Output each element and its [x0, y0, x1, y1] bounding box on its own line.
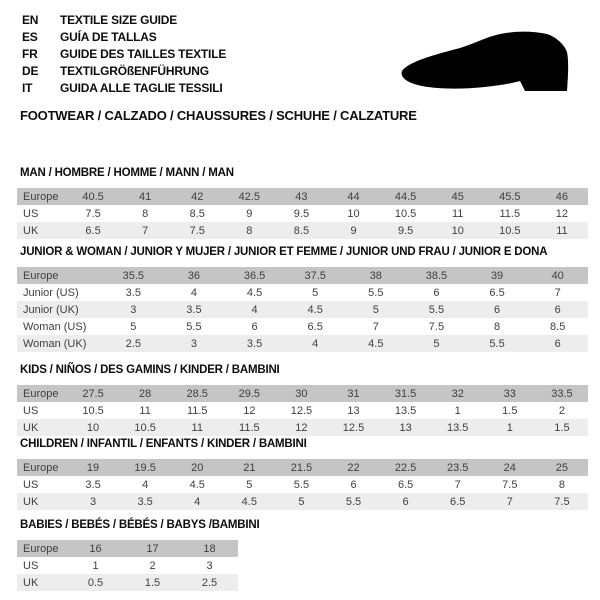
- size-value: 10.5: [499, 224, 521, 237]
- size-value: 6: [494, 303, 501, 316]
- size-value: 3.5: [137, 495, 153, 508]
- size-value: 10.5: [82, 404, 104, 417]
- size-value: 3: [206, 559, 213, 572]
- size-value: 7: [506, 495, 513, 508]
- size-value: 7: [372, 320, 379, 333]
- language-list: [22, 12, 226, 97]
- row-label: Woman (UK): [23, 337, 87, 350]
- language-row: [22, 46, 226, 63]
- size-value: 5: [312, 286, 319, 299]
- row-label: Junior (UK): [23, 303, 79, 316]
- size-row-europe: [17, 385, 588, 402]
- size-value: 10.5: [394, 207, 417, 220]
- language-row: [22, 29, 226, 46]
- size-value: 2: [558, 404, 565, 417]
- size-value: 45: [451, 190, 464, 203]
- size-value: 3: [130, 303, 137, 316]
- size-value: 11: [139, 404, 151, 417]
- language-title: TEXTILE SIZE GUIDE: [60, 13, 178, 27]
- section-title: CHILDREN / INFANTIL / ENFANTS / KINDER / BAMBINI: [20, 438, 307, 450]
- size-value: 4: [251, 303, 258, 316]
- size-value: 30: [295, 387, 308, 400]
- size-value: 23.5: [446, 461, 469, 474]
- category-heading: FOOTWEAR / CALZADO / CHAUSSURES / SCHUHE / CALZATURE: [20, 108, 417, 123]
- language-code: IT: [22, 81, 33, 95]
- size-value: 43: [295, 190, 308, 203]
- language-row: [22, 63, 226, 80]
- size-value: 4.5: [189, 478, 205, 491]
- size-value: 10: [347, 207, 360, 220]
- size-value: 6.5: [307, 320, 323, 333]
- size-row-us: [17, 476, 588, 493]
- size-value: 4.5: [368, 337, 384, 350]
- size-value: 37.5: [304, 269, 326, 282]
- size-row-europe: [17, 188, 588, 205]
- size-table-section: [17, 245, 588, 352]
- section-title: MAN / HOMBRE / HOMME / MANN / MAN: [20, 167, 234, 179]
- size-value: 1: [454, 404, 461, 417]
- size-value: 41: [139, 190, 152, 203]
- size-row-woman-us-: [17, 318, 588, 335]
- size-value: 25: [555, 461, 569, 474]
- section-title: BABIES / BEBÉS / BÉBÉS / BABYS /BAMBINI: [20, 519, 260, 531]
- size-value: 42.5: [238, 190, 261, 203]
- size-value: 20: [191, 461, 204, 474]
- size-value: 4: [312, 337, 319, 350]
- size-value: 10.5: [134, 421, 156, 434]
- size-value: 36: [187, 269, 201, 282]
- size-value: 38: [369, 269, 382, 282]
- row-label: Junior (US): [23, 286, 79, 299]
- size-value: 4: [190, 286, 197, 299]
- size-table-section: [17, 166, 588, 239]
- section-title: JUNIOR & WOMAN / JUNIOR Y MUJER / JUNIOR ET FEMME / JUNIOR UND FRAU / JUNIOR E DONA: [20, 246, 548, 258]
- size-value: 5: [298, 495, 305, 508]
- size-table: [17, 540, 238, 591]
- size-table-section: [17, 437, 588, 510]
- language-row: [22, 80, 226, 97]
- language-row: [22, 12, 226, 29]
- size-row-uk: [17, 493, 588, 510]
- size-value: 3: [89, 495, 97, 508]
- size-value: 4.5: [246, 286, 263, 299]
- size-value: 5.5: [428, 303, 445, 316]
- size-row-europe: [17, 459, 588, 476]
- size-value: 40: [551, 269, 564, 282]
- size-value: 22.5: [394, 461, 417, 474]
- row-label: US: [23, 559, 39, 572]
- size-value: 36.5: [243, 269, 266, 282]
- size-value: 9: [350, 224, 357, 237]
- size-value: 22: [347, 461, 360, 474]
- size-value: 5.5: [489, 337, 505, 350]
- size-value: 1: [92, 559, 99, 572]
- size-value: 9: [246, 207, 253, 220]
- size-value: 1.5: [144, 576, 161, 589]
- size-row-us: [17, 205, 588, 222]
- row-label: Woman (US): [23, 320, 87, 333]
- size-value: 46: [555, 190, 569, 203]
- size-value: 8: [558, 478, 565, 491]
- size-row-uk: [17, 419, 588, 436]
- size-value: 7.5: [502, 478, 518, 491]
- size-value: 29.5: [238, 387, 261, 400]
- size-value: 6.5: [489, 286, 505, 299]
- size-value: 40.5: [82, 190, 104, 203]
- size-value: 32: [451, 387, 464, 400]
- size-value: 38.5: [425, 269, 448, 282]
- size-value: 12: [295, 421, 308, 434]
- size-value: 6.5: [397, 478, 414, 491]
- size-table-section: [17, 363, 588, 436]
- size-value: 11: [191, 421, 203, 434]
- size-value: 7.5: [85, 207, 101, 220]
- size-value: 39: [490, 269, 504, 282]
- size-value: 6: [251, 320, 258, 333]
- size-value: 6.5: [85, 224, 101, 237]
- size-value: 12: [243, 404, 256, 417]
- size-value: 7: [454, 478, 461, 491]
- size-value: 16: [89, 542, 102, 555]
- size-value: 6: [433, 286, 440, 299]
- language-title: GUIDE DES TAILLES TEXTILE: [60, 47, 227, 61]
- size-row-us: [17, 402, 588, 419]
- size-value: 31: [347, 387, 360, 400]
- row-label: Europe: [23, 461, 59, 474]
- row-label: UK: [23, 495, 39, 508]
- size-value: 7: [142, 224, 149, 237]
- size-value: 24: [503, 461, 516, 474]
- size-value: 5.5: [293, 478, 310, 491]
- row-label: Europe: [23, 269, 59, 282]
- size-row-woman-uk-: [17, 335, 588, 352]
- size-value: 8: [142, 207, 149, 220]
- size-value: 11.5: [499, 207, 521, 220]
- row-label: UK: [23, 421, 39, 434]
- size-value: 17: [146, 542, 159, 555]
- language-title: GUIDA ALLE TAGLIE TESSILI: [60, 81, 223, 95]
- size-value: 5.5: [186, 320, 202, 333]
- section-title: KIDS / NIÑOS / DES GAMINS / KINDER / BAMBINI: [20, 364, 280, 376]
- size-value: 7.5: [189, 224, 205, 237]
- size-table: [17, 267, 588, 352]
- size-value: 33.5: [551, 387, 573, 400]
- size-value: 21.5: [290, 461, 313, 474]
- size-value: 7.5: [554, 495, 570, 508]
- size-value: 4: [194, 495, 201, 508]
- size-value: 1: [506, 421, 513, 434]
- row-label: UK: [23, 576, 39, 589]
- size-row-europe: [17, 540, 238, 557]
- size-row-junior-uk-: [17, 301, 588, 318]
- size-row-us: [17, 557, 238, 574]
- row-label: Europe: [23, 190, 59, 203]
- size-value: 2: [149, 559, 156, 572]
- size-value: 11: [556, 224, 568, 237]
- size-value: 6.5: [450, 495, 466, 508]
- size-value: 3.5: [186, 303, 202, 316]
- size-value: 33: [503, 387, 516, 400]
- size-value: 6: [554, 337, 561, 350]
- size-value: 19: [86, 461, 100, 474]
- language-code: ES: [22, 30, 38, 44]
- size-value: 1.5: [554, 421, 570, 434]
- size-table: [17, 459, 588, 510]
- size-value: 5: [130, 320, 137, 333]
- size-value: 31.5: [394, 387, 417, 400]
- size-value: 12: [555, 207, 569, 220]
- size-value: 8.5: [189, 207, 205, 220]
- size-value: 19.5: [134, 461, 156, 474]
- size-row-uk: [17, 222, 588, 239]
- size-table: [17, 385, 588, 436]
- size-value: 5.5: [345, 495, 362, 508]
- size-value: 28.5: [186, 387, 208, 400]
- size-value: 2.5: [201, 576, 218, 589]
- size-value: 11.5: [239, 421, 260, 434]
- size-value: 21: [243, 461, 256, 474]
- size-value: 0.5: [87, 576, 104, 589]
- size-value: 9.5: [397, 224, 414, 237]
- language-title: GUÍA DE TALLAS: [60, 30, 157, 44]
- size-value: 13: [347, 404, 360, 417]
- size-value: 4.5: [307, 303, 323, 316]
- size-value: 11.5: [186, 404, 208, 417]
- size-value: 6: [350, 478, 357, 491]
- language-code: EN: [22, 13, 39, 27]
- shoe-icon: [398, 30, 572, 94]
- size-table: [17, 188, 588, 239]
- size-value: 13.5: [446, 421, 469, 434]
- size-value: 1.5: [502, 404, 518, 417]
- size-value: 13.5: [394, 404, 417, 417]
- size-value: 8: [494, 320, 501, 333]
- size-value: 7.5: [428, 320, 445, 333]
- size-value: 3.5: [125, 286, 141, 299]
- size-value: 10: [86, 421, 100, 434]
- size-value: 8: [246, 224, 253, 237]
- language-code: DE: [22, 64, 39, 78]
- size-value: 8.5: [550, 320, 566, 333]
- size-value: 6: [554, 303, 561, 316]
- size-row-europe: [17, 267, 588, 284]
- size-value: 10: [451, 224, 464, 237]
- size-value: 18: [203, 542, 216, 555]
- size-table-section: [17, 518, 259, 591]
- size-value: 5: [246, 478, 253, 491]
- size-value: 2.5: [125, 337, 141, 350]
- size-value: 8.5: [293, 224, 310, 237]
- size-value: 5: [433, 337, 440, 350]
- row-label: Europe: [23, 542, 59, 555]
- size-row-uk: [17, 574, 238, 591]
- language-code: FR: [22, 47, 38, 61]
- row-label: US: [23, 404, 39, 417]
- row-label: US: [23, 207, 39, 220]
- size-value: 44.5: [394, 190, 417, 203]
- row-label: UK: [23, 224, 39, 237]
- size-value: 9.5: [293, 207, 310, 220]
- size-value: 4: [142, 478, 149, 491]
- size-value: 44: [347, 190, 360, 203]
- size-value: 3: [190, 337, 197, 350]
- size-value: 5.5: [368, 286, 384, 299]
- row-label: Europe: [23, 387, 59, 400]
- size-value: 7: [554, 286, 561, 299]
- size-value: 5: [372, 303, 379, 316]
- size-value: 13: [399, 421, 412, 434]
- size-value: 27.5: [82, 387, 104, 400]
- row-label: US: [23, 478, 39, 491]
- size-value: 3.5: [85, 478, 101, 491]
- size-row-junior-us-: [17, 284, 588, 301]
- size-value: 11: [451, 207, 464, 220]
- size-value: 35.5: [122, 269, 145, 282]
- size-value: 12.5: [342, 421, 365, 434]
- size-value: 45.5: [499, 190, 521, 203]
- language-title: TEXTILGRÖßENFÜHRUNG: [60, 64, 209, 78]
- size-value: 3.5: [246, 337, 263, 350]
- size-value: 12.5: [290, 404, 313, 417]
- size-value: 4.5: [241, 495, 257, 508]
- size-value: 6: [402, 495, 409, 508]
- size-value: 28: [139, 387, 152, 400]
- size-value: 42: [191, 190, 204, 203]
